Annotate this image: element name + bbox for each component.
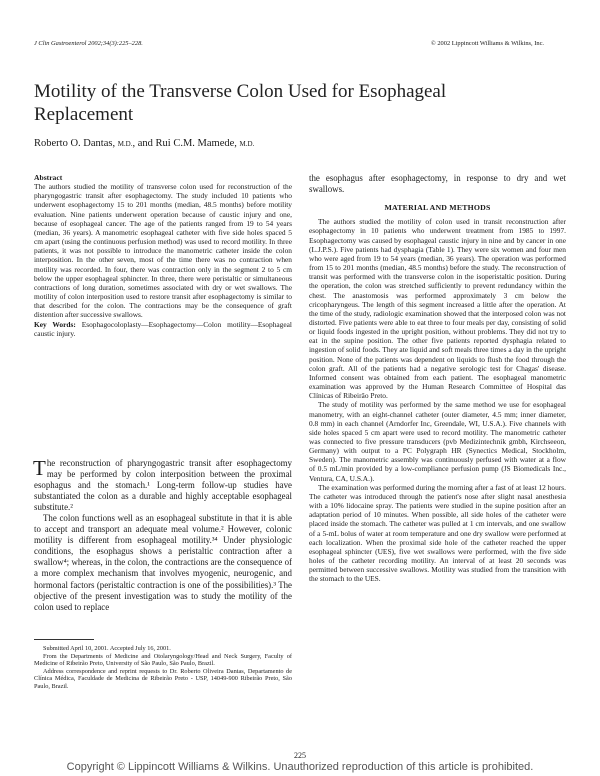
- article-title: Motility of the Transverse Colon Used for Esophageal Replacement: [34, 81, 447, 125]
- keywords-label: Key Words:: [34, 319, 76, 329]
- author-2-degree: M.D.: [239, 140, 255, 148]
- keywords: [34, 320, 292, 338]
- author-line: [34, 138, 254, 149]
- affiliation-note: From the Departments of Medicine and Otolaryngology/Head and Neck Surgery, Faculty of Medicine of Ribeirão Preto, University of São Paulo, São Paulo, Brazil.: [34, 652, 292, 668]
- intro-paragraph-1: [34, 458, 292, 513]
- submitted-note: Submitted April 10, 2001. Accepted July 16, 2001.: [43, 645, 171, 652]
- footnotes: [34, 645, 292, 691]
- methods-paragraph-1: The authors studied the motility of colon used in transit reconstruction after esophagectomy in 10 patients who underwent treatment from 1985 to 1997. Esophagectomy was caused by esophageal caustic injury in nine and by cancer in one (L.J.P.S.). Five patients had dysphagia (Table 1). They were six women and four men who were aged from 19 to 54 years (median, 36 years). The operation was performed from 15 to 201 months (median, 48.5 months) before the study. The reconstruction of transit was performed with the transverse colon in the isoperistaltic position. During the operation, the colon was stretched sufficiently to prevent redundancy within the chest. The anastomosis was performed approximately 3 cm below the cricopharyngeus. The length of this segment increased a little after the operation. At the time of the study, radiologic examination showed that the interposed colon was not distorted. Five patients were able to eat three to four meals per day, consisting of solid or liquid foods ingested in the upright position, without problems. They did not try to eat in the supine position. The other five patients reported dysphagia related to ingestion of solid foods. They ate liquid and soft meals three times a day in the upright position. None of the patients was dependent on liquids to flush the food through the colon graft. All of the patients had a negative serologic test for Chagas' disease. Informed consent was obtained from each patient. The esophageal manometric examination was approved by the Human Research Committee of Hospital das Clínicas of Ribeirão Preto.: [309, 217, 566, 401]
- introduction: [34, 458, 292, 613]
- publisher-copyright: © 2002 Lippincott Williams & Wilkins, Inc.: [430, 40, 544, 47]
- copyright-banner: Copyright © Lippincott Williams & Wilkins. Unauthorized reproduction of this article is prohibited.: [66, 761, 534, 773]
- keywords-text: Esophagocoloplasty—Esophagectomy—Colon motility—Esophageal caustic injury.: [34, 319, 292, 338]
- intro-p1-text: he reconstruction of pharyngogastric transit after esophagectomy may be performed by colon interposition between the proximal esophagus and the stomach.¹ Long-term follow-up studies have substantiated the colon as a durable and highly acceptable esophageal substitute.²: [34, 458, 292, 513]
- continuation-text: the esophagus after esophagectomy, in response to dry and wet swallows.: [309, 173, 566, 195]
- abstract-text: The authors studied the motility of transverse colon used for reconstruction of the pharyngogastric transit after esophagectomy. The study included 10 patients who underwent esophagectomy 15 to 201 months (median, 48.5 months) before motility evaluation. Nine patients underwent operation because of caustic injury and one, because of esophageal cancer. The age of the patients ranged from 19 to 54 years (median, 36 years). A manometric esophageal catheter with five side holes spaced 5 cm apart (using the continuous perfusion method) was used to record motility. In three patients, it was not possible to introduce the manometric catheter inside the colon interposition. In the other seven, most of the time there was no contraction when motility was recorded. In four, there was contraction only in the segment 2 to 5 cm below the upper esophageal sphincter. In three, there were peristaltic or simultaneous contractions of long duration, sometimes associated with dry or wet swallows. The motility of colon interposition used to restore transit after esophagectomy is similar to that described for the colon. The contractions may be the consequence of graft distention after successive swallows.: [34, 182, 292, 320]
- correspondence-note: Address correspondence and reprint requests to Dr. Roberto Oliveira Dantas, Departamento de Clínica Médica, Faculdade de Medicina de Ribeirão Preto - USP, 14049-900 Ribeirão Preto, São Paulo, Brazil.: [34, 667, 292, 690]
- author-conjunction: , and Rui C.M. Mamede,: [132, 138, 237, 149]
- page-number: 225: [294, 751, 306, 760]
- methods-paragraph-3: The examination was performed during the morning after a fast of at least 12 hours. The catheter was introduced through the patient's nose after slight nasal anesthesia with a 10% lidocaine spray. The patients were studied in the supine position after an adaptation period of 10 minutes. When possible, all side holes of the catheter were placed inside the stomach. The catheter was pulled at 1 cm intervals, and one swallow of a 5-mL bolus of water at room temperature and one dry swallow were performed at each localization. When the proximal side hole of the catheter reached the upper esophageal sphincter (UES), five wet swallows were performed, with the five side holes of the catheter recording motility. An interval of at least 20 seconds was permitted between successive swallows. Motility was studied from the transition with the stomach to the UES.: [309, 482, 566, 584]
- drop-cap: T: [33, 456, 46, 480]
- methods-paragraph-2: The study of motility was performed by the same method we use for esophageal manometry, with an eight-channel catheter (outer diameter, 4.5 mm; inner diameter, 0.8 mm) in each channel (Arndorfer Inc, Greendale, WI, U.S.A.). Five channels with side holes spaced 5 cm apart were used to record motility. The manometric catheter was connected to five pressure transducers (pvb Medizintechnik gmbh, Kirchseeon, Germany) with output to a PC Polygraph HR (Synectics Medical, Stockholm, Sweden). The manometric assembly was continuously perfused with water at a flow of 0.5 mL/min provided by a low-compliance perfusion pump (JS Biomedicals Inc., Ventura, CA, U.S.A.).: [309, 400, 566, 483]
- section-heading-methods: MATERIAL AND METHODS: [384, 203, 491, 213]
- intro-paragraph-2: The colon functions well as an esophageal substitute in that it is able to accept and transport an adequate meal volume.² However, colonic motility is different from esophageal motility.³⁴ Under physiologic conditions, the esophagus shows a peristaltic contraction after a swallow⁴; whereas, in the colon, the contractions are the consequence of a more complex mechanism that involves myogenic, neurogenic, and hormonal factors (peristaltic contraction is one of the possibilities).³ The objective of the present investigation was to study the motility of the colon used to replace: [34, 513, 292, 612]
- abstract-block: [34, 173, 292, 338]
- abstract-heading: Abstract: [34, 173, 63, 182]
- journal-citation: J Clin Gastroenterol 2002;34(3):225–228.: [34, 40, 143, 47]
- author-1: Roberto O. Dantas,: [34, 138, 116, 149]
- right-column: [309, 173, 566, 584]
- author-1-degree: M.D.: [117, 140, 133, 148]
- footnote-rule: [34, 639, 94, 640]
